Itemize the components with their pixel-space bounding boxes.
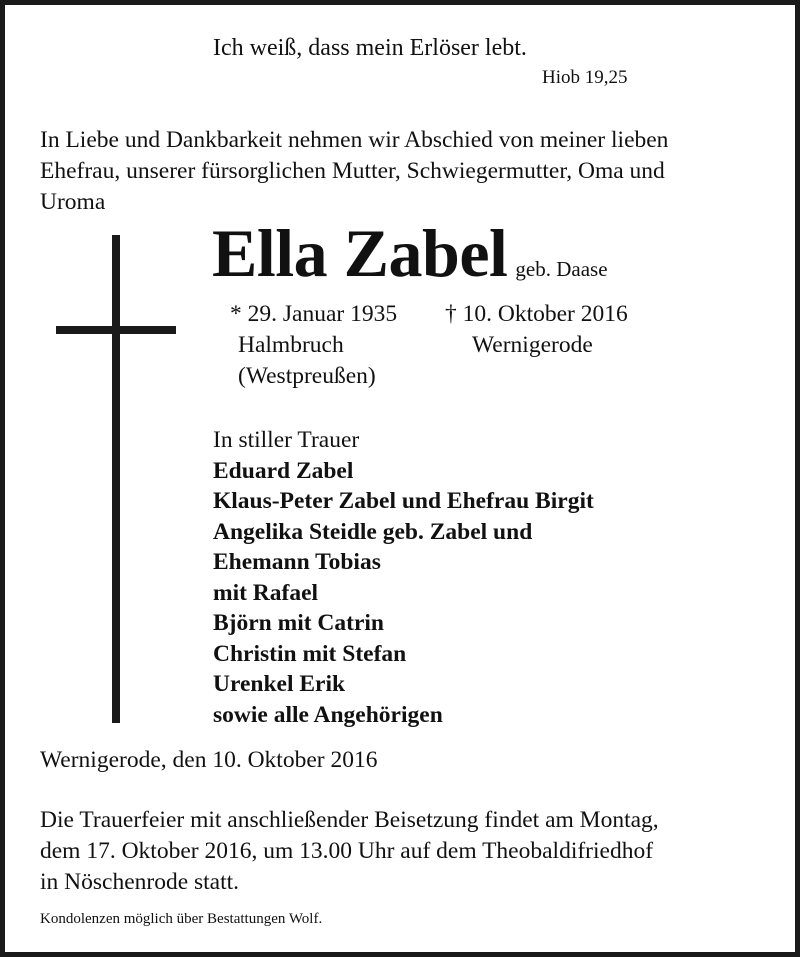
birth-place: Halmbruch (238, 332, 344, 358)
birth-date: * 29. Januar 1935 (230, 301, 398, 327)
mourner-name: mit Rafael (213, 579, 319, 606)
bible-verse: Ich weiß, dass mein Erlöser lebt. (213, 35, 527, 61)
death-place: Wernigerode (472, 332, 593, 358)
birth-region: (Westpreußen) (238, 363, 376, 389)
mourner-name: Eduard Zabel (213, 457, 354, 484)
condolences-note: Kondolenzen möglich über Bestattungen Wolf. (40, 911, 323, 927)
intro-line: Ehefrau, unserer fürsorglichen Mutter, Schwiegermutter, Oma und (40, 158, 665, 184)
verse-reference: Hiob 19,25 (542, 67, 628, 88)
funeral-line: Die Trauerfeier mit anschließender Beisetzung findet am Montag, (40, 807, 659, 833)
death-info (445, 299, 628, 361)
deceased-name-row (212, 213, 608, 293)
mourners-list (213, 425, 594, 730)
mourner-name: Björn mit Catrin (213, 610, 385, 636)
funeral-info (40, 805, 780, 898)
cross-icon (112, 235, 120, 723)
mourner-name: Urenkel Erik (213, 671, 346, 697)
mourner-name: Angelika Steidle geb. Zabel und (213, 518, 533, 545)
cross-icon-bar (56, 326, 176, 334)
mourner-name: Klaus-Peter Zabel und Ehefrau Birgit (213, 488, 594, 514)
mourner-name: Ehemann Tobias (213, 549, 381, 575)
funeral-line: dem 17. Oktober 2016, um 13.00 Uhr auf dem Theobaldifriedhof (40, 838, 654, 864)
place-date: Wernigerode, den 10. Oktober 2016 (40, 747, 378, 773)
intro-line: In Liebe und Dankbarkeit nehmen wir Abschied von meiner lieben (40, 127, 669, 153)
death-date: † 10. Oktober 2016 (445, 301, 628, 327)
mourner-name: Christin mit Stefan (213, 640, 407, 667)
mourner-name: sowie alle Angehörigen (213, 701, 443, 728)
deceased-name: Ella Zabel (212, 215, 508, 291)
funeral-line: in Nöschenrode statt. (40, 869, 240, 895)
maiden-name: geb. Daase (515, 257, 608, 281)
intro-line: Uroma (40, 189, 106, 215)
birth-info (230, 299, 397, 392)
intro-text (40, 125, 775, 218)
mourners-intro: In stiller Trauer (213, 427, 360, 453)
